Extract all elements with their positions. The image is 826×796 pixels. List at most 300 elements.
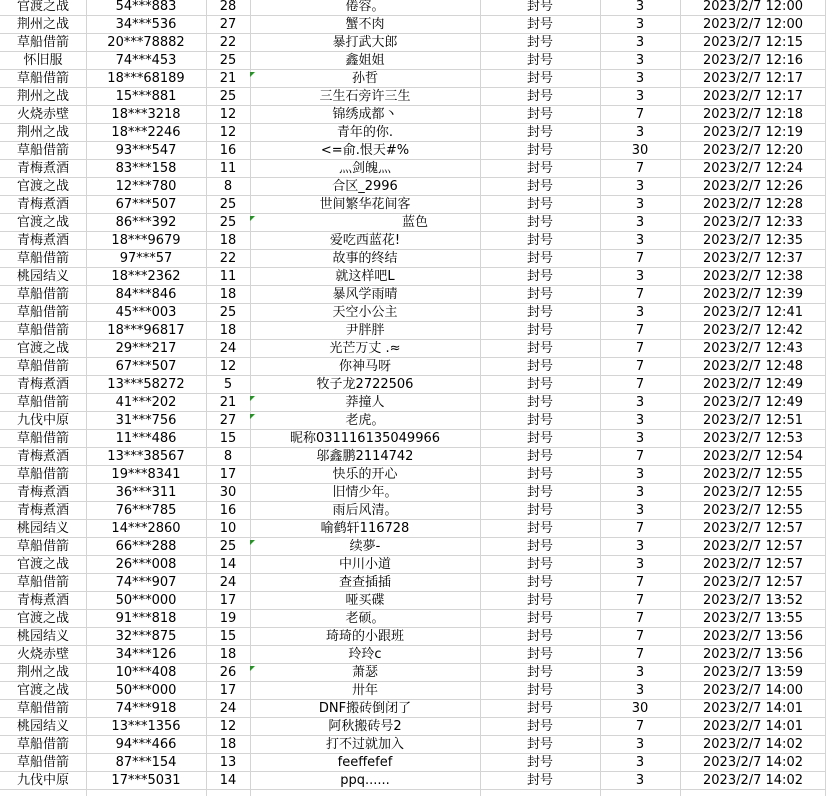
cell-server[interactable]: 草船借箭 [16, 143, 69, 158]
cell-server[interactable]: 火烧赤壁 [16, 107, 69, 122]
cell-account[interactable]: 18***96817 [107, 323, 185, 338]
cell-player-name[interactable]: 雨后风清。 [332, 503, 398, 518]
cell-server[interactable]: 草船借箭 [16, 539, 69, 554]
comment-indicator-icon[interactable] [250, 72, 255, 77]
table-row[interactable] [0, 34, 826, 52]
cell-player-name[interactable]: DNF搬砖倒闭了 [318, 701, 412, 716]
cell-level[interactable]: 12 [219, 125, 237, 140]
cell-player-name[interactable]: 卅年 [351, 683, 378, 698]
cell-action[interactable]: 封号 [526, 665, 553, 680]
cell-days[interactable]: 7 [635, 107, 645, 122]
cell-days[interactable]: 3 [635, 305, 645, 320]
cell-server[interactable]: 青梅煮酒 [16, 197, 69, 212]
table-row[interactable] [0, 70, 826, 88]
cell-time[interactable]: 2023/2/7 12:43 [703, 341, 803, 356]
cell-action[interactable]: 封号 [526, 719, 553, 734]
cell-time[interactable]: 2023/2/7 12:57 [703, 557, 803, 572]
table-row[interactable] [0, 520, 826, 538]
cell-time[interactable]: 2023/2/7 12:51 [703, 413, 803, 428]
cell-level[interactable]: 12 [219, 359, 237, 374]
cell-account[interactable]: 97***57 [119, 251, 173, 266]
table-row[interactable] [0, 322, 826, 340]
cell-action[interactable]: 封号 [526, 197, 553, 212]
cell-action[interactable]: 封号 [526, 593, 553, 608]
comment-indicator-icon[interactable] [250, 666, 255, 671]
cell-level[interactable]: 16 [219, 143, 237, 158]
cell-action[interactable]: 封号 [526, 539, 553, 554]
cell-account[interactable]: 13***58272 [107, 377, 185, 392]
cell-action[interactable]: 封号 [526, 53, 553, 68]
cell-server[interactable]: 荆州之战 [16, 665, 69, 680]
cell-server[interactable]: 草船借箭 [16, 305, 69, 320]
cell-days[interactable]: 3 [635, 35, 645, 50]
cell-days[interactable]: 7 [635, 341, 645, 356]
cell-level[interactable]: 18 [219, 287, 237, 302]
cell-action[interactable]: 封号 [526, 143, 553, 158]
cell-level[interactable]: 25 [219, 215, 237, 230]
cell-level[interactable]: 13 [219, 755, 237, 770]
cell-action[interactable]: 封号 [526, 323, 553, 338]
cell-level[interactable]: 10 [219, 521, 237, 536]
cell-days[interactable]: 7 [635, 719, 645, 734]
cell-action[interactable]: 封号 [526, 701, 553, 716]
cell-days[interactable]: 3 [635, 17, 645, 32]
cell-action[interactable]: 封号 [526, 107, 553, 122]
cell-level[interactable]: 8 [223, 179, 233, 194]
cell-server[interactable]: 荆州之战 [16, 17, 69, 32]
cell-action[interactable]: 封号 [526, 575, 553, 590]
cell-time[interactable]: 2023/2/7 12:00 [703, 0, 803, 14]
cell-days[interactable]: 3 [635, 773, 645, 788]
cell-action[interactable]: 封号 [526, 431, 553, 446]
cell-level[interactable]: 27 [219, 17, 237, 32]
cell-server[interactable]: 荆州之战 [16, 89, 69, 104]
comment-indicator-icon[interactable] [250, 540, 255, 545]
cell-account[interactable]: 26***008 [115, 557, 177, 572]
cell-days[interactable]: 3 [635, 755, 645, 770]
cell-level[interactable]: 16 [219, 503, 237, 518]
cell-action[interactable]: 封号 [526, 449, 553, 464]
cell-account[interactable]: 74***907 [115, 575, 177, 590]
cell-action[interactable]: 封号 [526, 0, 553, 14]
table-row[interactable] [0, 718, 826, 736]
cell-action[interactable]: 封号 [526, 521, 553, 536]
table-row[interactable] [0, 52, 826, 70]
table-row[interactable] [0, 574, 826, 592]
cell-action[interactable]: 封号 [526, 215, 553, 230]
cell-days[interactable]: 3 [635, 467, 645, 482]
cell-level[interactable]: 26 [219, 665, 237, 680]
cell-player-name[interactable]: 莽撞人 [345, 395, 385, 410]
cell-player-name[interactable]: 昵称031116135049966 [289, 431, 441, 446]
cell-account[interactable]: 50***000 [115, 683, 177, 698]
cell-action[interactable]: 封号 [526, 341, 553, 356]
cell-action[interactable]: 封号 [526, 683, 553, 698]
cell-action[interactable]: 封号 [526, 17, 553, 32]
cell-action[interactable]: 封号 [526, 89, 553, 104]
cell-account[interactable]: 13***38567 [107, 449, 185, 464]
cell-account[interactable]: 15***881 [115, 89, 177, 104]
cell-account[interactable]: 12***780 [115, 179, 177, 194]
cell-time[interactable]: 2023/2/7 12:54 [703, 449, 803, 464]
cell-player-name[interactable]: 世间繁华花间客 [319, 197, 411, 212]
cell-time[interactable]: 2023/2/7 14:00 [703, 683, 803, 698]
cell-player-name[interactable]: 牧子龙2722506 [316, 377, 414, 392]
cell-days[interactable]: 3 [635, 125, 645, 140]
cell-level[interactable]: 11 [219, 269, 237, 284]
table-row[interactable] [0, 754, 826, 772]
cell-days[interactable]: 7 [635, 323, 645, 338]
cell-server[interactable]: 草船借箭 [16, 251, 69, 266]
cell-account[interactable]: 11***486 [115, 431, 177, 446]
cell-server[interactable]: 桃园结义 [16, 521, 69, 536]
cell-level[interactable]: 24 [219, 701, 237, 716]
cell-account[interactable]: 18***9679 [111, 233, 181, 248]
cell-player-name[interactable]: 倦容。 [345, 0, 385, 14]
cell-level[interactable]: 28 [219, 0, 237, 14]
cell-action[interactable]: 封号 [526, 35, 553, 50]
cell-level[interactable]: 17 [219, 683, 237, 698]
cell-account[interactable]: 83***158 [115, 161, 177, 176]
cell-level[interactable]: 17 [219, 593, 237, 608]
cell-server[interactable]: 草船借箭 [16, 71, 69, 86]
cell-server[interactable]: 桃园结义 [16, 719, 69, 734]
cell-player-name[interactable]: 尹胖胖 [345, 323, 385, 338]
cell-action[interactable]: 封号 [526, 161, 553, 176]
cell-server[interactable]: 青梅煮酒 [16, 449, 69, 464]
cell-player-name[interactable]: 萧瑟 [351, 665, 378, 680]
cell-action[interactable]: 封号 [526, 557, 553, 572]
cell-player-name[interactable]: 老虎。 [345, 413, 385, 428]
cell-server[interactable]: 草船借箭 [16, 395, 69, 410]
cell-player-name[interactable]: feeffefef [337, 755, 393, 770]
cell-time[interactable]: 2023/2/7 12:57 [703, 539, 803, 554]
cell-time[interactable]: 2023/2/7 13:55 [703, 611, 803, 626]
cell-time[interactable]: 2023/2/7 12:16 [703, 53, 803, 68]
table-row[interactable] [0, 286, 826, 304]
cell-level[interactable]: 22 [219, 251, 237, 266]
cell-time[interactable]: 2023/2/7 12:41 [703, 305, 803, 320]
cell-time[interactable]: 2023/2/7 12:49 [703, 377, 803, 392]
table-row[interactable] [0, 628, 826, 646]
cell-account[interactable]: 86***392 [115, 215, 177, 230]
cell-player-name[interactable]: 暴打武大郎 [332, 35, 398, 50]
cell-player-name[interactable]: ppq...... [340, 773, 390, 788]
cell-player-name[interactable]: 你神马呀 [338, 359, 391, 374]
cell-player-name[interactable]: 灬剑魄灬 [338, 161, 391, 176]
cell-level[interactable]: 12 [219, 719, 237, 734]
cell-server[interactable]: 官渡之战 [16, 557, 69, 572]
table-row[interactable] [0, 0, 826, 16]
cell-player-name[interactable]: 中川小道 [338, 557, 391, 572]
cell-days[interactable]: 7 [635, 629, 645, 644]
cell-action[interactable]: 封号 [526, 611, 553, 626]
cell-account[interactable]: 17***5031 [111, 773, 181, 788]
table-row[interactable] [0, 250, 826, 268]
cell-days[interactable]: 7 [635, 647, 645, 662]
cell-player-name[interactable]: 蓝色 [401, 215, 428, 230]
cell-days[interactable]: 3 [635, 53, 645, 68]
cell-account[interactable]: 91***818 [115, 611, 177, 626]
cell-level[interactable]: 15 [219, 431, 237, 446]
cell-days[interactable]: 3 [635, 431, 645, 446]
cell-account[interactable]: 94***466 [115, 737, 177, 752]
cell-days[interactable]: 3 [635, 89, 645, 104]
cell-time[interactable]: 2023/2/7 14:02 [703, 773, 803, 788]
cell-account[interactable]: 10***408 [115, 665, 177, 680]
cell-action[interactable]: 封号 [526, 377, 553, 392]
cell-action[interactable]: 封号 [526, 251, 553, 266]
table-row[interactable] [0, 646, 826, 664]
cell-account[interactable]: 45***003 [115, 305, 177, 320]
cell-account[interactable]: 74***453 [115, 53, 177, 68]
cell-level[interactable]: 21 [219, 395, 237, 410]
cell-server[interactable]: 青梅煮酒 [16, 377, 69, 392]
cell-time[interactable]: 2023/2/7 12:35 [703, 233, 803, 248]
cell-account[interactable]: 18***2362 [111, 269, 181, 284]
cell-action[interactable]: 封号 [526, 629, 553, 644]
cell-player-name[interactable]: 锦绣成都丶 [332, 107, 398, 122]
cell-player-name[interactable]: 阿秋搬砖号2 [328, 719, 402, 734]
cell-player-name[interactable]: 蟹不肉 [345, 17, 385, 32]
cell-player-name[interactable]: 邬鑫鹏2114742 [316, 449, 414, 464]
comment-indicator-icon[interactable] [250, 414, 255, 419]
cell-account[interactable]: 67***507 [115, 359, 177, 374]
cell-player-name[interactable]: 故事的终结 [332, 251, 398, 266]
comment-indicator-icon[interactable] [250, 396, 255, 401]
cell-player-name[interactable]: 孙哲 [351, 71, 378, 86]
cell-player-name[interactable]: 老硕。 [345, 611, 385, 626]
table-row[interactable] [0, 160, 826, 178]
cell-time[interactable]: 2023/2/7 12:42 [703, 323, 803, 338]
table-row[interactable] [0, 376, 826, 394]
cell-level[interactable]: 21 [219, 71, 237, 86]
cell-account[interactable]: 66***288 [115, 539, 177, 554]
cell-player-name[interactable]: 快乐的开心 [332, 467, 398, 482]
cell-server[interactable]: 青梅煮酒 [16, 233, 69, 248]
cell-action[interactable]: 封号 [526, 125, 553, 140]
cell-days[interactable]: 3 [635, 395, 645, 410]
cell-time[interactable]: 2023/2/7 12:55 [703, 503, 803, 518]
cell-server[interactable]: 青梅煮酒 [16, 593, 69, 608]
cell-account[interactable]: 54***883 [115, 0, 177, 14]
cell-server[interactable]: 怀旧服 [23, 53, 63, 68]
cell-time[interactable]: 2023/2/7 12:00 [703, 17, 803, 32]
cell-days[interactable]: 7 [635, 377, 645, 392]
cell-player-name[interactable]: 合区_2996 [332, 179, 398, 194]
cell-time[interactable]: 2023/2/7 14:01 [703, 719, 803, 734]
cell-time[interactable]: 2023/2/7 12:55 [703, 485, 803, 500]
cell-days[interactable]: 7 [635, 251, 645, 266]
cell-server[interactable]: 草船借箭 [16, 35, 69, 50]
cell-server[interactable]: 九伐中原 [16, 413, 69, 428]
cell-level[interactable]: 27 [219, 413, 237, 428]
cell-days[interactable]: 7 [635, 575, 645, 590]
cell-player-name[interactable]: 续夢- [349, 539, 381, 554]
cell-server[interactable]: 九伐中原 [16, 773, 69, 788]
cell-action[interactable]: 封号 [526, 179, 553, 194]
cell-level[interactable]: 25 [219, 305, 237, 320]
table-row[interactable] [0, 124, 826, 142]
cell-time[interactable]: 2023/2/7 14:01 [703, 701, 803, 716]
cell-server[interactable]: 官渡之战 [16, 683, 69, 698]
table-row[interactable] [0, 448, 826, 466]
cell-time[interactable]: 2023/2/7 12:26 [703, 179, 803, 194]
cell-time[interactable]: 2023/2/7 12:53 [703, 431, 803, 446]
cell-time[interactable]: 2023/2/7 12:57 [703, 575, 803, 590]
cell-player-name[interactable]: 喻鹤轩116728 [320, 521, 410, 536]
cell-account[interactable]: 29***217 [115, 341, 177, 356]
table-row[interactable] [0, 340, 826, 358]
cell-days[interactable]: 3 [635, 413, 645, 428]
cell-action[interactable]: 封号 [526, 233, 553, 248]
cell-account[interactable]: 14***2860 [111, 521, 181, 536]
cell-player-name[interactable]: 爱吃西蓝花! [329, 233, 401, 248]
table-row[interactable] [0, 232, 826, 250]
cell-server[interactable]: 草船借箭 [16, 755, 69, 770]
cell-level[interactable]: 5 [223, 377, 233, 392]
cell-server[interactable]: 桃园结义 [16, 629, 69, 644]
cell-account[interactable]: 18***68189 [107, 71, 185, 86]
table-row[interactable] [0, 412, 826, 430]
cell-level[interactable]: 30 [219, 485, 237, 500]
cell-account[interactable]: 76***785 [115, 503, 177, 518]
cell-player-name[interactable]: 旧情少年。 [332, 485, 398, 500]
cell-days[interactable]: 3 [635, 179, 645, 194]
cell-time[interactable]: 2023/2/7 12:20 [703, 143, 803, 158]
cell-days[interactable]: 3 [635, 215, 645, 230]
cell-level[interactable]: 18 [219, 647, 237, 662]
cell-server[interactable]: 青梅煮酒 [16, 485, 69, 500]
cell-level[interactable]: 14 [219, 557, 237, 572]
cell-action[interactable]: 封号 [526, 395, 553, 410]
cell-server[interactable]: 火烧赤壁 [16, 647, 69, 662]
cell-level[interactable]: 25 [219, 197, 237, 212]
cell-time[interactable]: 2023/2/7 12:57 [703, 521, 803, 536]
cell-time[interactable]: 2023/2/7 14:02 [703, 737, 803, 752]
cell-days[interactable]: 3 [635, 269, 645, 284]
cell-account[interactable]: 87***154 [115, 755, 177, 770]
cell-level[interactable]: 17 [219, 467, 237, 482]
cell-player-name[interactable]: 哑买碟 [345, 593, 385, 608]
cell-time[interactable]: 2023/2/7 12:19 [703, 125, 803, 140]
cell-server[interactable]: 草船借箭 [16, 575, 69, 590]
table-row[interactable] [0, 178, 826, 196]
cell-account[interactable]: 20***78882 [107, 35, 185, 50]
cell-server[interactable]: 草船借箭 [16, 467, 69, 482]
cell-action[interactable]: 封号 [526, 413, 553, 428]
cell-time[interactable]: 2023/2/7 12:17 [703, 89, 803, 104]
cell-action[interactable]: 封号 [526, 647, 553, 662]
cell-level[interactable]: 8 [223, 449, 233, 464]
cell-account[interactable]: 31***756 [115, 413, 177, 428]
cell-time[interactable]: 2023/2/7 13:59 [703, 665, 803, 680]
cell-player-name[interactable]: 鑫姐姐 [345, 53, 385, 68]
cell-account[interactable]: 41***202 [115, 395, 177, 410]
table-row[interactable] [0, 268, 826, 286]
cell-time[interactable]: 2023/2/7 12:15 [703, 35, 803, 50]
cell-account[interactable]: 74***918 [115, 701, 177, 716]
cell-account[interactable]: 19***8341 [111, 467, 181, 482]
cell-action[interactable]: 封号 [526, 287, 553, 302]
cell-account[interactable]: 34***536 [115, 17, 177, 32]
table-row[interactable] [0, 358, 826, 376]
cell-days[interactable]: 7 [635, 611, 645, 626]
cell-days[interactable]: 3 [635, 197, 645, 212]
cell-server[interactable]: 官渡之战 [16, 0, 69, 14]
cell-account[interactable]: 13***1356 [111, 719, 181, 734]
table-row[interactable] [0, 610, 826, 628]
cell-server[interactable]: 荆州之战 [16, 125, 69, 140]
cell-server[interactable]: 官渡之战 [16, 341, 69, 356]
cell-days[interactable]: 3 [635, 71, 645, 86]
table-row[interactable] [0, 16, 826, 34]
cell-time[interactable]: 2023/2/7 12:39 [703, 287, 803, 302]
cell-server[interactable]: 草船借箭 [16, 701, 69, 716]
cell-time[interactable]: 2023/2/7 12:33 [703, 215, 803, 230]
cell-level[interactable]: 15 [219, 629, 237, 644]
table-row[interactable] [0, 484, 826, 502]
cell-level[interactable]: 14 [219, 773, 237, 788]
cell-time[interactable]: 2023/2/7 12:17 [703, 71, 803, 86]
cell-days[interactable]: 3 [635, 503, 645, 518]
cell-account[interactable]: 32***875 [115, 629, 177, 644]
cell-action[interactable]: 封号 [526, 71, 553, 86]
table-row[interactable] [0, 772, 826, 790]
cell-action[interactable]: 封号 [526, 269, 553, 284]
cell-days[interactable]: 3 [635, 665, 645, 680]
cell-player-name[interactable]: 天空小公主 [332, 305, 398, 320]
cell-level[interactable]: 25 [219, 539, 237, 554]
table-row[interactable] [0, 700, 826, 718]
cell-server[interactable]: 草船借箭 [16, 359, 69, 374]
cell-account[interactable]: 18***2246 [111, 125, 181, 140]
table-row[interactable] [0, 430, 826, 448]
cell-time[interactable]: 2023/2/7 12:28 [703, 197, 803, 212]
table-row[interactable] [0, 664, 826, 682]
cell-time[interactable]: 2023/2/7 12:49 [703, 395, 803, 410]
table-row[interactable] [0, 106, 826, 124]
cell-account[interactable]: 93***547 [115, 143, 177, 158]
cell-action[interactable]: 封号 [526, 485, 553, 500]
cell-time[interactable]: 2023/2/7 12:55 [703, 467, 803, 482]
cell-level[interactable]: 24 [219, 341, 237, 356]
cell-server[interactable]: 桃园结义 [16, 269, 69, 284]
cell-days[interactable]: 3 [635, 683, 645, 698]
cell-server[interactable]: 草船借箭 [16, 323, 69, 338]
cell-server[interactable]: 草船借箭 [16, 287, 69, 302]
cell-server[interactable]: 青梅煮酒 [16, 503, 69, 518]
cell-action[interactable]: 封号 [526, 359, 553, 374]
cell-time[interactable]: 2023/2/7 12:18 [703, 107, 803, 122]
cell-server[interactable]: 草船借箭 [16, 737, 69, 752]
cell-player-name[interactable]: 查查插插 [338, 575, 391, 590]
table-row[interactable] [0, 736, 826, 754]
cell-days[interactable]: 3 [635, 0, 645, 14]
cell-account[interactable]: 18***3218 [111, 107, 181, 122]
cell-player-name[interactable]: 玲玲c [348, 647, 382, 662]
table-row[interactable] [0, 682, 826, 700]
table-row[interactable] [0, 304, 826, 322]
cell-days[interactable]: 7 [635, 521, 645, 536]
cell-account[interactable]: 36***311 [115, 485, 177, 500]
cell-days[interactable]: 30 [631, 143, 649, 158]
cell-time[interactable]: 2023/2/7 12:38 [703, 269, 803, 284]
cell-days[interactable]: 7 [635, 593, 645, 608]
cell-time[interactable]: 2023/2/7 13:56 [703, 647, 803, 662]
cell-server[interactable]: 官渡之战 [16, 179, 69, 194]
cell-account[interactable]: 84***846 [115, 287, 177, 302]
